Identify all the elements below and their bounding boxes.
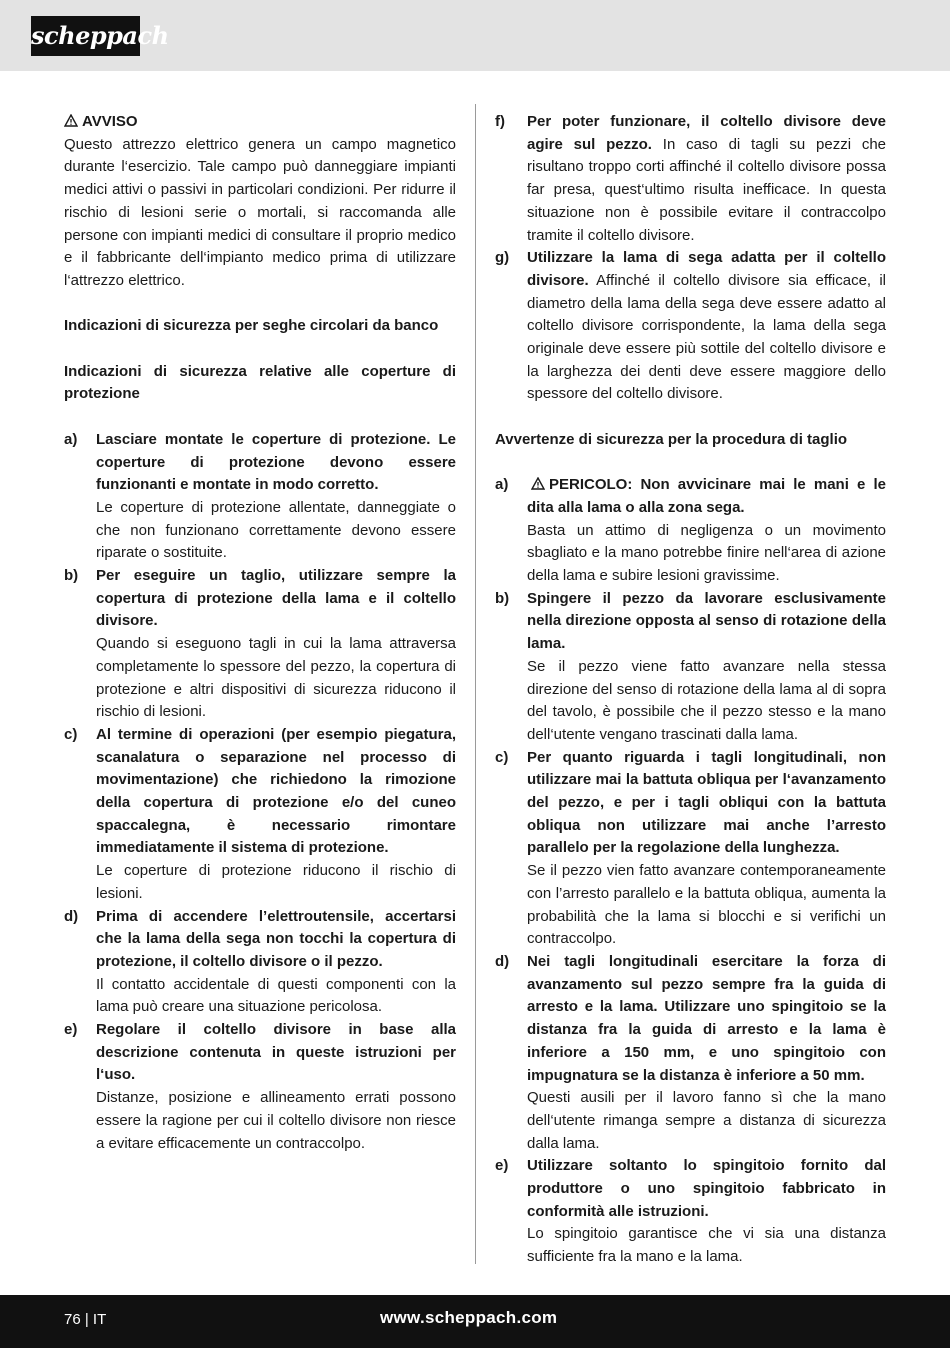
brand-logo: scheppach bbox=[31, 16, 140, 56]
item-text: Il contatto accidentale di questi componenti con la lama può creare una situazione pericolosa. bbox=[96, 975, 456, 1016]
item-text: Questi ausili per il lavoro fanno sì che la mano dell‘utente rimanga sempre a distanza di sicurezza dalla lama. bbox=[527, 1089, 886, 1152]
section-heading-bench-saws: Indicazioni di sicurezza per seghe circolari da banco bbox=[64, 317, 439, 335]
item-text: Se il pezzo viene fatto avanzare nella stessa direzione del senso di rotazione della lama al di sopra del tavolo, è possibile che il pezzo stesso e la mano dell‘utente vengano trascinati dalla lama. bbox=[527, 657, 886, 743]
item-label: c) bbox=[64, 725, 78, 743]
item-label: d) bbox=[495, 952, 510, 970]
column-divider bbox=[475, 104, 476, 1264]
item-label: a) bbox=[495, 476, 509, 494]
list-item bbox=[495, 247, 886, 406]
list-item bbox=[495, 111, 886, 247]
warning-text: Questo attrezzo elettrico genera un campo magnetico durante l‘esercizio. Tale campo può danneggiare impianti medici attivi o passivi in particolari condizioni. Per ridurre il rischio di lesioni serie o mortali, si raccomanda alle persone con impianti medici di consultare il proprio medico e il fabbricante dell‘impianto medico prima di utilizzare l‘attrezzo elettrico. bbox=[64, 135, 456, 289]
item-label: b) bbox=[495, 589, 510, 607]
item-text: Le coperture di protezione allentate, danneggiate o che non funzionano correttamente devono essere riparate o sostituite. bbox=[96, 498, 456, 562]
item-label: e) bbox=[64, 1021, 78, 1039]
item-text: Quando si eseguono tagli in cui la lama attraversa completamente lo spessore del pezzo, la copertura di protezione e altri dispositivi di sicurezza riducono il rischio di lesioni. bbox=[96, 635, 456, 721]
list-item bbox=[64, 724, 456, 906]
page-number: 76 | IT bbox=[64, 1311, 107, 1328]
item-text: Distanze, posizione e allineamento errati possono essere la ragione per cui il coltello divisore non riesce a evitare efficacemente un contraccolpo. bbox=[96, 1089, 456, 1152]
item-label: g) bbox=[495, 249, 510, 267]
item-text: Se il pezzo vien fatto avanzare contemporaneamente con l’arresto parallelo e la battuta obliqua, aumenta la probabilità che la lama si blocchi e si verifichi un contraccolpo. bbox=[527, 862, 886, 948]
item-label: d) bbox=[64, 907, 79, 925]
list-item bbox=[64, 429, 456, 565]
item-bold-text: PERICOLO: Non avvicinare mai le mani e le dita alla lama o alla zona sega. bbox=[527, 476, 886, 516]
item-text: Basta un attimo di negligenza o un movimento sbagliato e la mano potrebbe finire nell‘area di azione della lama e subire lesioni gravissime. bbox=[527, 521, 886, 585]
left-column bbox=[64, 111, 456, 1155]
item-bold-text: Nei tagli longitudinali esercitare la forza di avanzamento sul pezzo sempre fra la guida di arresto e la lama. Utilizzare uno spingitoio se la distanza fra la guida di arresto e la lama è inferiore a 150 mm, e uno spingitoio con impugnatura se la distanza è inferiore a 50 mm. bbox=[527, 952, 886, 1084]
section-heading-guards: Indicazioni di sicurezza relative alle coperture di protezione bbox=[64, 362, 456, 403]
item-text: Lo spingitoio garantisce che vi sia una distanza sufficiente fra la mano e la lama. bbox=[527, 1225, 886, 1266]
footer-bar bbox=[0, 1295, 950, 1348]
item-bold-text: Per eseguire un taglio, utilizzare sempre la copertura di protezione della lama e il coltello divisore. bbox=[96, 567, 456, 630]
list-item bbox=[64, 906, 456, 1020]
list-item bbox=[64, 1019, 456, 1155]
item-bold-text: Per quanto riguarda i tagli longitudinali, non utilizzare mai la battuta obliqua per l‘avanzamento del pezzo, e per i tagli obliqui con la battuta obliqua non utilizzare mai anche l’arresto parallelo per la regolazione della lunghezza. bbox=[527, 748, 886, 857]
website-url: www.scheppach.com bbox=[380, 1308, 558, 1327]
right-column bbox=[495, 111, 886, 1269]
list-item bbox=[495, 474, 886, 588]
warning-title: AVVISO bbox=[82, 113, 138, 130]
header-bar bbox=[0, 0, 950, 71]
warning-icon bbox=[531, 477, 545, 490]
item-bold-text: Regolare il coltello divisore in base alla descrizione contenuta in queste istruzioni per l‘uso. bbox=[96, 1021, 456, 1084]
item-bold-text: Al termine di operazioni (per esempio piegatura, scanalatura o separazione nel processo di movimentazione) che richiedono la rimozione della copertura di protezione e/o del cuneo spaccalegna, è necessario rimontare immediatamente il sistema di protezione. bbox=[96, 725, 456, 857]
item-text: In caso di tagli su pezzi che risultano troppo corti affinché il coltello divisore possa far presa, quest‘ultimo risulta inefficace. In questa situazione non è possibile evitare il contraccolpo tramite il coltello divisore. bbox=[527, 135, 887, 244]
item-bold-text: Lasciare montate le coperture di protezione. Le coperture di protezione devono essere funzionanti e montate in modo corretto. bbox=[96, 430, 456, 494]
item-bold-text: Utilizzare la lama di sega adatta per il coltello divisore. bbox=[527, 249, 886, 289]
item-text: Affinché il coltello divisore sia efficace, il diametro della lama della sega deve essere adatto al coltello divisore corrispondente, la lama della sega originale deve essere più sottile del coltello divisore e la larghezza dei denti deve essere maggiore dello spessore del coltello divisore. bbox=[527, 271, 886, 403]
item-label: f) bbox=[495, 113, 505, 130]
list-item bbox=[495, 588, 886, 747]
section-heading-cutting: Avvertenze di sicurezza per la procedura di taglio bbox=[495, 430, 848, 448]
item-label: b) bbox=[64, 567, 79, 585]
item-bold-text: Utilizzare soltanto lo spingitoio fornito dal produttore o uno spingitoio fabbricato in conformità alle istruzioni. bbox=[527, 1157, 886, 1220]
item-bold-text: Per poter funzionare, il coltello divisore deve agire sul pezzo. bbox=[527, 113, 886, 153]
item-text: Le coperture di protezione riducono il rischio di lesioni. bbox=[96, 862, 456, 902]
item-bold-text: Prima di accendere l’elettroutensile, accertarsi che la lama della sega non tocchi la copertura di protezione, il coltello divisore o il pezzo. bbox=[96, 907, 456, 970]
list-item bbox=[495, 747, 886, 951]
item-label: c) bbox=[495, 748, 509, 766]
list-item bbox=[64, 565, 456, 724]
item-bold-text: Spingere il pezzo da lavorare esclusivamente nella direzione opposta al senso di rotazione della lama. bbox=[527, 589, 886, 653]
item-label: a) bbox=[64, 430, 78, 448]
list-item bbox=[495, 1155, 886, 1269]
warning-heading bbox=[64, 111, 456, 134]
item-label: e) bbox=[495, 1157, 509, 1175]
warning-icon bbox=[64, 114, 78, 127]
list-item bbox=[495, 951, 886, 1155]
